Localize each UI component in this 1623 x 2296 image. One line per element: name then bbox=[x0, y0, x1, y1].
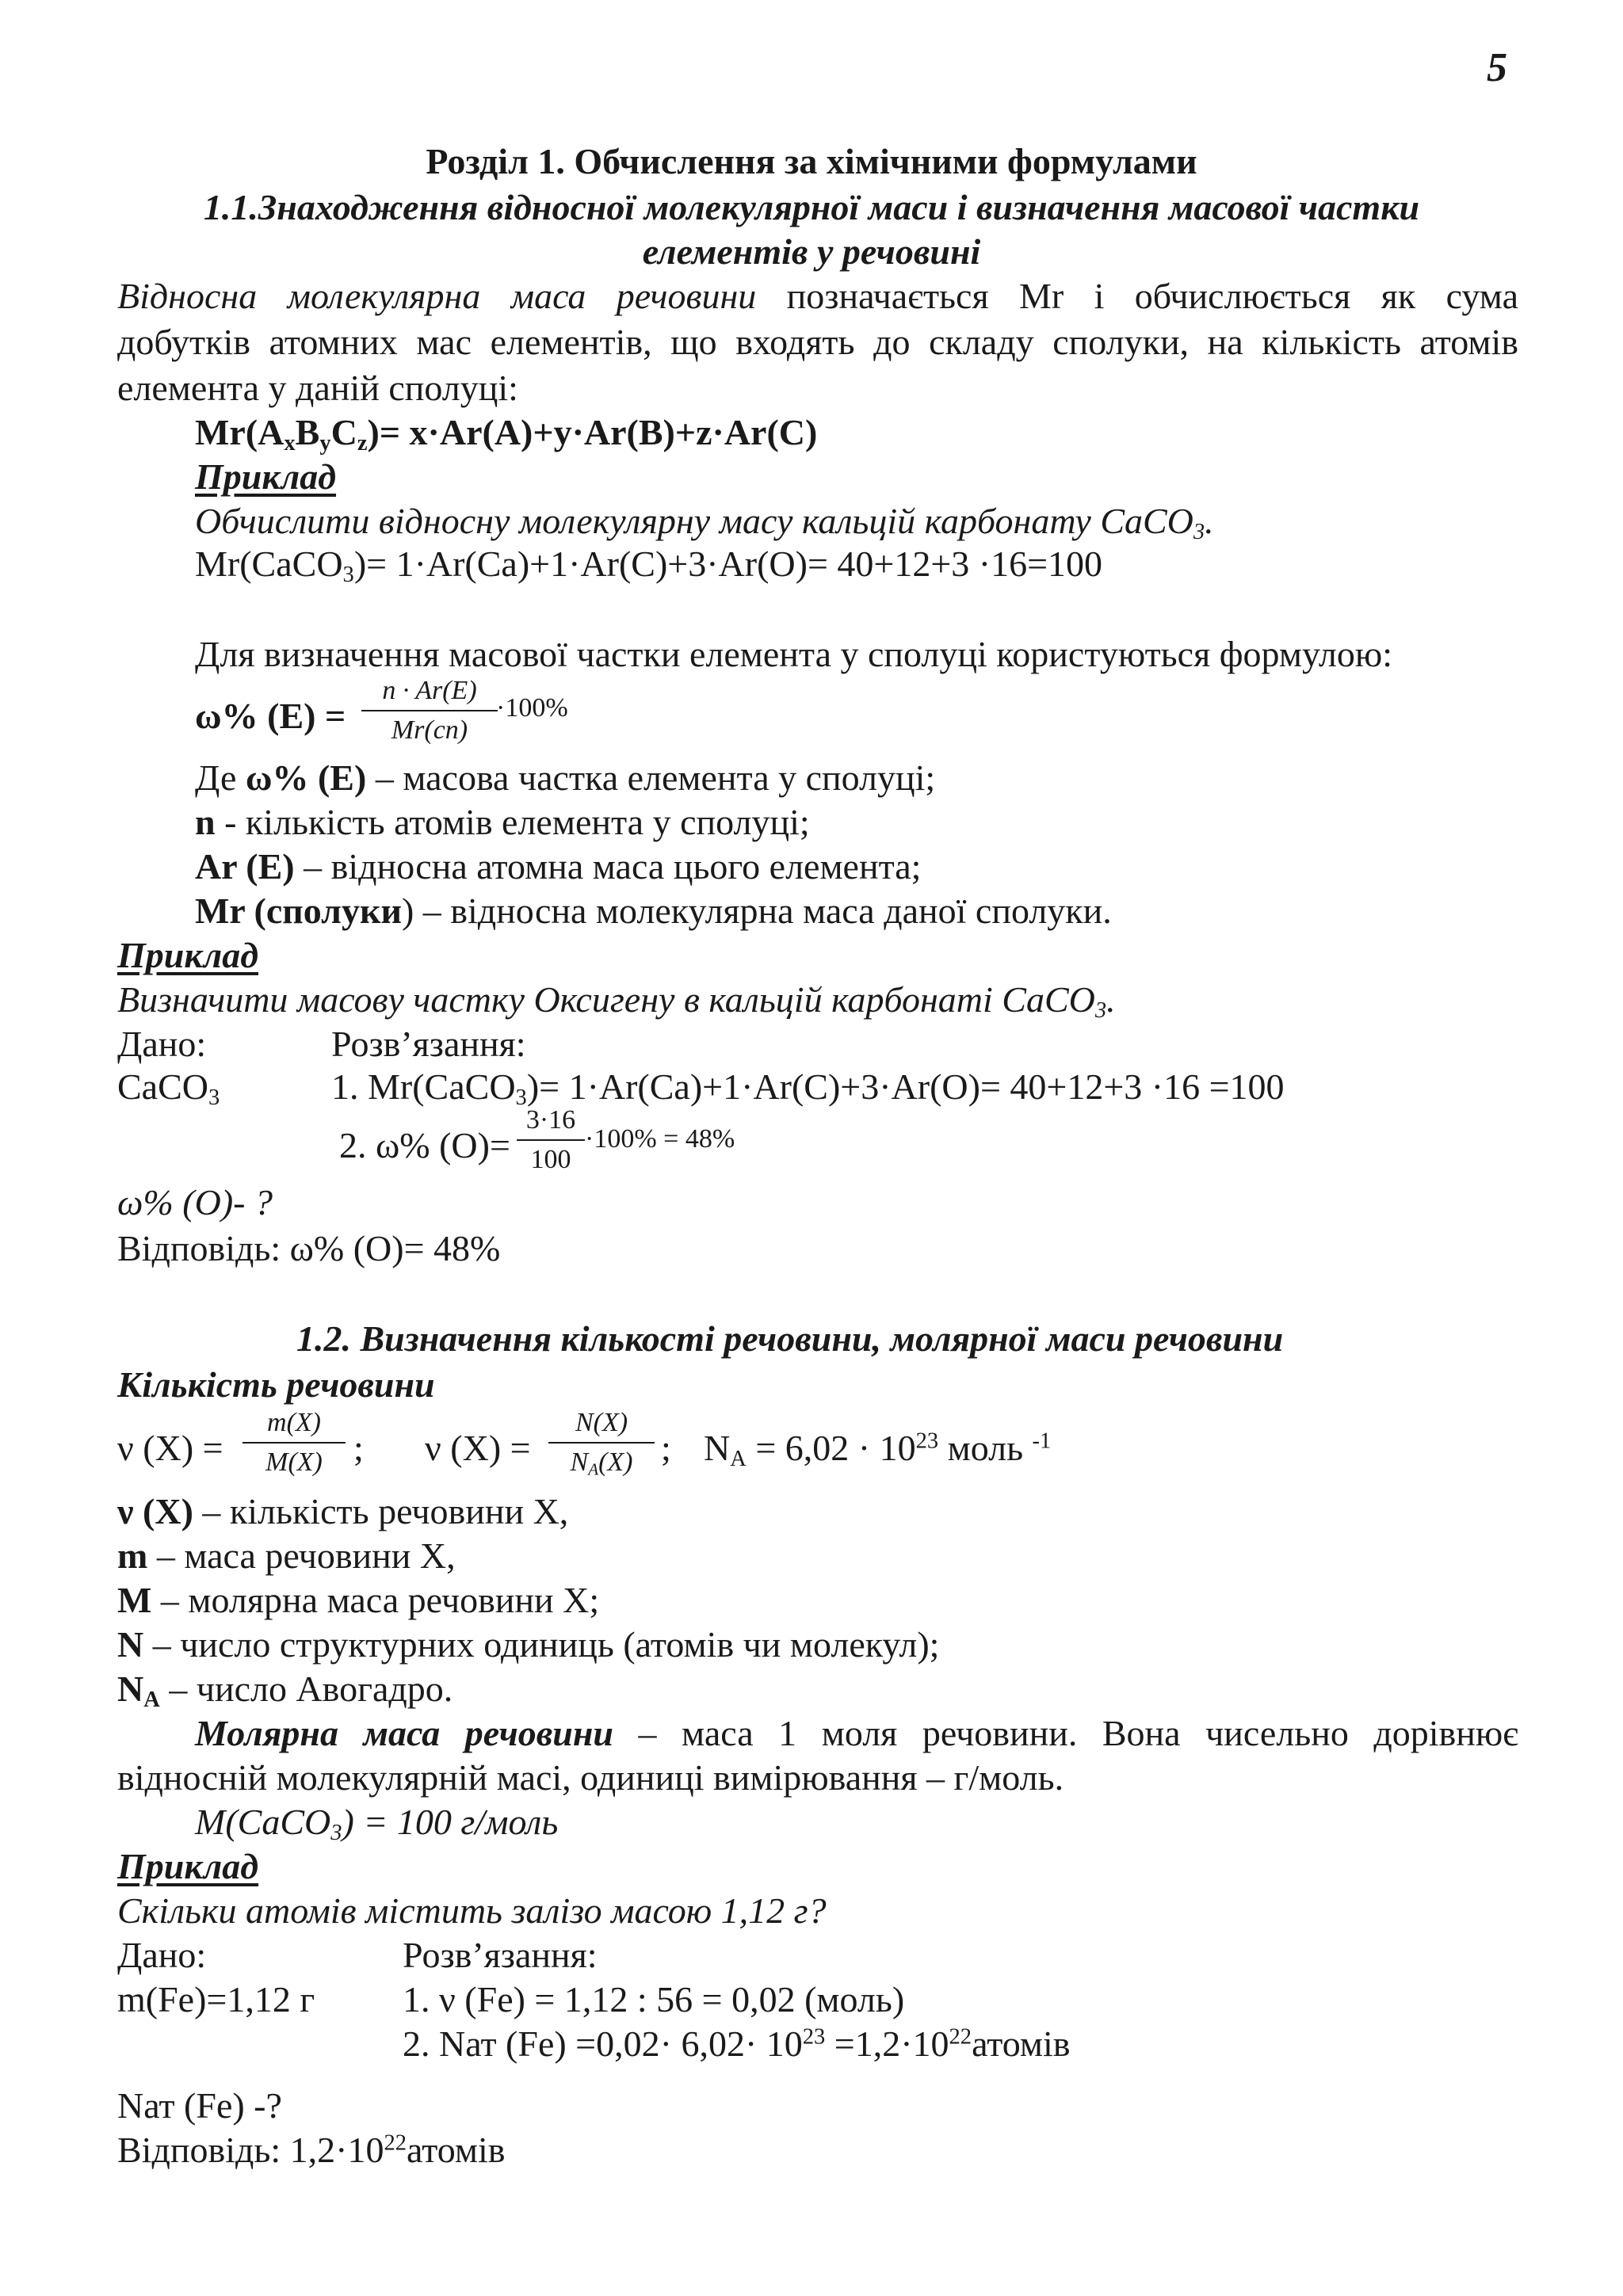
definition-avogadro: $N_A$ – число Авогадро. bbox=[117, 1669, 453, 1713]
mass-fraction-intro: Для визначення масової частки елемента у сполуці користуються формулою: bbox=[195, 634, 1393, 674]
example2-step2-lhs: 2. ω% (O)= bbox=[339, 1125, 510, 1165]
page-number: 5 bbox=[1487, 45, 1507, 90]
intro-paragraph-line1: Відносна молекулярна маса речовини позначається Mr і обчислюється як сума bbox=[117, 276, 1518, 316]
example-label: Приклад bbox=[195, 456, 337, 497]
molar-mass-paragraph-line2: відносній молекулярній масі, одиниці вимірювання – г/моль. bbox=[117, 1757, 1064, 1798]
molar-mass-paragraph-line1: Молярна маса речовини – маса 1 моля речовини. Вона чисельно дорівнює bbox=[195, 1713, 1518, 1753]
definition-n: n - кількість атомів елемента у сполуці; bbox=[195, 802, 810, 842]
intro-paragraph-line3: елемента у даній сполуці: bbox=[117, 368, 518, 408]
example2-step2-rest: ·100% = 48% bbox=[585, 1124, 735, 1154]
example2-label: Приклад bbox=[117, 935, 259, 975]
example2-step1: 1. Mr(CaCO$_3$)= 1·Ar(Ca)+1·Ar(C)+3·Ar(O)= 40+12+3 ·16 =100 bbox=[331, 1066, 1285, 1111]
example2-answer: Відповідь: ω% (O)= 48% bbox=[117, 1228, 501, 1268]
example2-question: ω% (O)- ? bbox=[117, 1182, 273, 1222]
formula-nu-mass-denominator: M(X) bbox=[265, 1447, 323, 1477]
mass-fraction-numerator: n · Ar(E) bbox=[382, 676, 477, 705]
formula-nu-particles-numerator: N(X) bbox=[575, 1408, 628, 1437]
mass-fraction-bar bbox=[361, 710, 498, 711]
formula-nu-mass-bar bbox=[242, 1442, 346, 1444]
formula-nu-mass-numerator: m(X) bbox=[267, 1408, 321, 1437]
section-1-1-title: 1.1.Знаходження відносної молекулярної маси і визначення масової частки bbox=[203, 187, 1420, 227]
section-1-2-title: 1.2. Визначення кількості речовини, молярної маси речовини bbox=[296, 1318, 1284, 1359]
formula-nu-particles-lhs: ν (X) = bbox=[425, 1428, 531, 1468]
example3-label: Приклад bbox=[117, 1846, 259, 1886]
example3-step1: 1. ν (Fe) = 1,12 : 56 = 0,02 (моль) bbox=[403, 1979, 905, 2019]
intro-paragraph-line2: добутків атомних мас елементів, що входять до складу сполуки, на кількість атомів bbox=[117, 322, 1518, 362]
formula-separator-2: ; bbox=[661, 1428, 671, 1468]
example3-step2: 2. Nат $(Fe) =0,02\cdot 6,02\cdot 10^{23}$ $=1,2\cdot 10^{22}атомів$ bbox=[403, 2023, 1071, 2064]
amount-of-substance-heading: Кількість речовини bbox=[117, 1364, 435, 1405]
definition-nu: ν (X) – кількість речовини X, bbox=[117, 1491, 569, 1531]
example2-step2-denominator: 100 bbox=[530, 1145, 571, 1174]
example2-given-value: CaCO$_3$ bbox=[117, 1066, 220, 1111]
example2-step2-bar bbox=[517, 1139, 585, 1141]
definition-m: m – маса речовини X, bbox=[117, 1535, 456, 1576]
example3-solution-label: Розв’язання: bbox=[403, 1935, 598, 1975]
example3-given-value: m(Fe)=1,12 г bbox=[117, 1979, 315, 2019]
section-1-1-title-line2: елементів у речовині bbox=[642, 231, 981, 272]
example-task: Обчислити відносну молекулярну масу кальцій карбонату CaCO$_3$. bbox=[195, 501, 1214, 545]
term-molar-mass: Молярна маса речовини bbox=[195, 1713, 613, 1753]
example-calculation: Mr(CaCO$_3$)= 1·Ar(Ca)+1·Ar(C)+3·Ar(O)= 40+12+3 ·16=100 bbox=[195, 543, 1103, 588]
mass-fraction-denominator: Mr(cn) bbox=[391, 715, 468, 745]
definition-number-of-particles: N – число структурних одиниць (атомів чи молекул); bbox=[117, 1624, 940, 1665]
example3-task: Скільки атомів містить залізо масою 1,12 г? bbox=[117, 1890, 827, 1931]
definition-molar-mass: M – молярна маса речовини X; bbox=[117, 1580, 600, 1620]
definition-ar: Ar (E) – відносна атомна маса цього елемента; bbox=[195, 846, 922, 887]
example3-question: Nат (Fe) -? bbox=[117, 2085, 282, 2126]
formula-nu-particles-bar bbox=[548, 1442, 655, 1444]
mr-general-formula: $Mr(A_xB_yC_z)= x\cdot Ar(A)+y\cdot Ar(B)+z\cdot Ar(C)$ bbox=[195, 412, 818, 456]
mass-fraction-factor: ·100% bbox=[496, 693, 568, 723]
avogadro-constant: $N_A = 6,02 \cdot 10^{23}$ моль $^{-1}$ bbox=[704, 1428, 1052, 1472]
term-relative-molecular-mass: Відносна молекулярна маса речовини bbox=[117, 276, 757, 316]
formula-nu-mass-lhs: ν (X) = bbox=[117, 1428, 223, 1468]
definition-mr: Mr (сполуки) – відносна молекулярна маса даної сполуки. bbox=[195, 891, 1112, 931]
example2-solution-label: Розв’язання: bbox=[331, 1024, 526, 1064]
definition-omega: Де ω% (E) – масова частка елемента у сполуці; bbox=[195, 757, 936, 798]
example3-answer: Відповідь: $1,2\cdot 10^{22}атомів$ bbox=[117, 2130, 506, 2170]
chapter-title: Розділ 1. Обчислення за хімічними формулами bbox=[426, 141, 1197, 181]
formula-separator-1: ; bbox=[353, 1428, 364, 1468]
example2-step2-numerator: 3·16 bbox=[525, 1105, 576, 1135]
example2-task: Визначити масову частку Оксигену в кальцій карбонаті CaCO$_3$. bbox=[117, 979, 1116, 1024]
example2-given-label: Дано: bbox=[117, 1024, 207, 1064]
mass-fraction-formula-lhs: ω% (E) = bbox=[195, 696, 346, 736]
formula-nu-particles-denominator: $N_A(X)$ bbox=[570, 1447, 633, 1479]
example3-given-label: Дано: bbox=[117, 1935, 207, 1975]
molar-mass-example: M(CaCO$_3$) = 100 г/моль bbox=[195, 1802, 559, 1846]
